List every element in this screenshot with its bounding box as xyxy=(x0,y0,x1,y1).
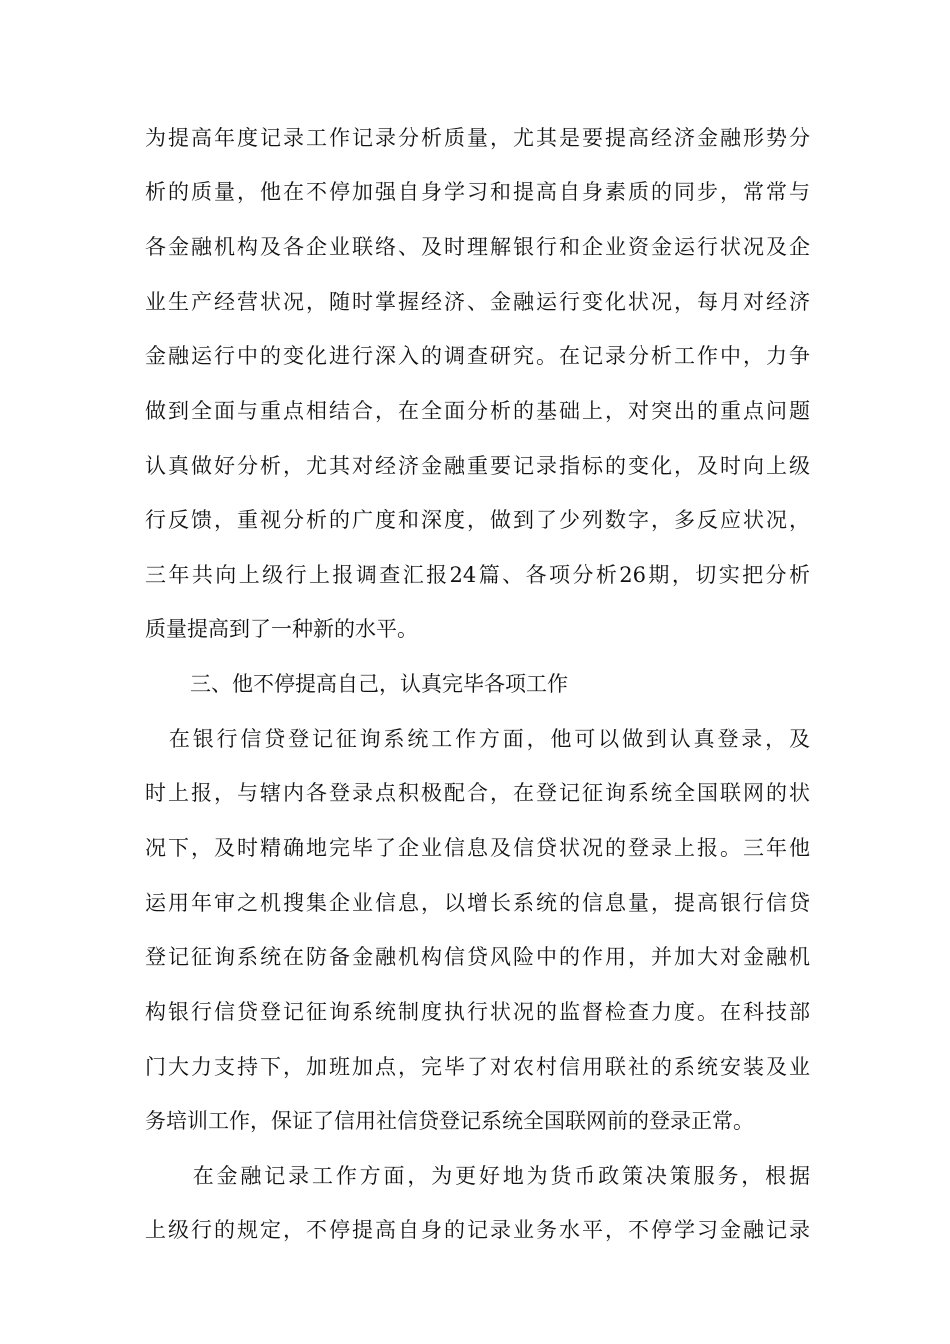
text-line-3: 各金融机构及各企业联络、及时理解银行和企业资金运行状况及企 xyxy=(145,235,810,259)
text-line-10: 质量提高到了一种新的水平。 xyxy=(145,617,418,641)
text-line-6: 做到全面与重点相结合，在全面分析的基础上，对突出的重点问题 xyxy=(145,399,810,423)
text-line-15: 运用年审之机搜集企业信息，以增长系统的信息量，提高银行信贷 xyxy=(145,891,810,915)
text-line-2: 析的质量，他在不停加强自身学习和提高自身素质的同步，常常与 xyxy=(145,180,810,204)
text-line-14: 况下，及时精确地完毕了企业信息及信贷状况的登录上报。三年他 xyxy=(145,836,810,860)
text-line-18: 门大力支持下，加班加点，完毕了对农村信用联社的系统安装及业 xyxy=(145,1055,810,1079)
text-line-8: 行反馈，重视分析的广度和深度，做到了少列数字，多反应状况， xyxy=(145,508,810,532)
text-line-4: 业生产经营状况，随时掌握经济、金融运行变化状况，每月对经济 xyxy=(145,290,810,314)
text-line-17: 构银行信贷登记征询系统制度执行状况的监督检查力度。在科技部 xyxy=(145,1000,810,1024)
text-line-7: 认真做好分析，尤其对经济金融重要记录指标的变化，及时向上级 xyxy=(145,454,810,478)
text-line-12: 在银行信贷登记征询系统工作方面，他可以做到认真登录，及 xyxy=(145,727,810,751)
text-line-1: 为提高年度记录工作记录分析质量，尤其是要提高经济金融形势分 xyxy=(145,126,810,150)
text-line-20: 在金融记录工作方面，为更好地为货币政策决策服务，根据 xyxy=(145,1164,810,1188)
text-line-9: 三年共向上级行上报调查汇报24篇、各项分析26期，切实把分析 xyxy=(145,563,810,587)
text-line-19: 务培训工作，保证了信用社信贷登记系统全国联网前的登录正常。 xyxy=(145,1109,754,1133)
section-heading: 三、他不停提高自己，认真完毕各项工作 xyxy=(190,672,568,696)
text-line-5: 金融运行中的变化进行深入的调查研究。在记录分析工作中，力争 xyxy=(145,344,810,368)
text-line-16: 登记征询系统在防备金融机构信贷风险中的作用，并加大对金融机 xyxy=(145,945,810,969)
text-line-21: 上级行的规定，不停提高自身的记录业务水平，不停学习金融记录 xyxy=(145,1218,810,1242)
text-line-13: 时上报，与辖内各登录点积极配合，在登记征询系统全国联网的状 xyxy=(145,781,810,805)
